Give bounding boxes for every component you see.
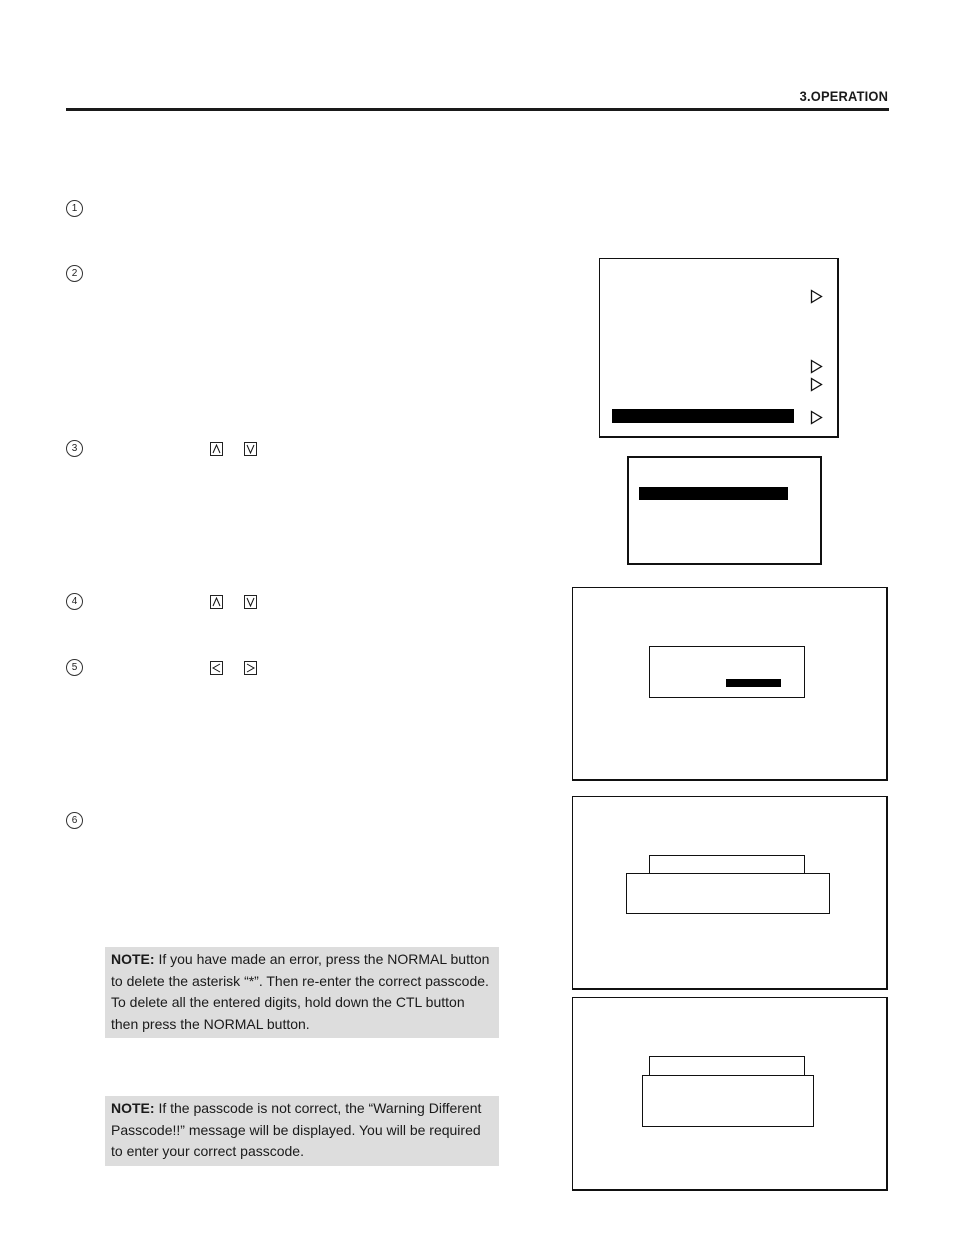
header-rule xyxy=(66,108,889,111)
triangle-right-icon xyxy=(810,410,823,425)
menu-screen xyxy=(599,258,839,438)
warning-message-box xyxy=(642,1075,814,1127)
submenu-highlight-bar[interactable] xyxy=(639,487,788,500)
right-key-icon xyxy=(244,661,257,675)
warning-screen xyxy=(572,997,888,1191)
confirm-screen xyxy=(572,796,888,990)
step-number-1: 1 xyxy=(66,200,83,217)
step-number-6: 6 xyxy=(66,812,83,829)
passcode-input-box[interactable] xyxy=(649,646,805,698)
down-key-icon xyxy=(244,442,257,456)
down-key-icon xyxy=(244,595,257,609)
step-number-2: 2 xyxy=(66,265,83,282)
triangle-right-icon xyxy=(810,359,823,374)
dialog-message-box xyxy=(626,873,830,914)
warning-title-box xyxy=(649,1056,805,1076)
up-key-icon xyxy=(210,595,223,609)
menu-highlight-bar[interactable] xyxy=(612,409,794,423)
step-number-3: 3 xyxy=(66,440,83,457)
section-label: 3.OPERATION xyxy=(799,88,888,104)
note-label: NOTE: xyxy=(111,951,155,967)
note-box-wrong-passcode xyxy=(105,1096,499,1166)
step-number-5: 5 xyxy=(66,659,83,676)
note-label: NOTE: xyxy=(111,1100,155,1116)
dialog-title-box xyxy=(649,855,805,875)
note-text: If you have made an error, press the NORMAL button to delete the asterisk “*”. Then re-enter the correct passcode. To delete all the entered digits, hold down the CTL button then press the NORMAL button. xyxy=(111,951,490,1032)
triangle-right-icon xyxy=(810,377,823,392)
note-text: If the passcode is not correct, the “Warning Different Passcode!!” message will be displayed. You will be required to enter your correct passcode. xyxy=(111,1100,482,1159)
submenu-screen xyxy=(627,456,822,565)
step-number-4: 4 xyxy=(66,593,83,610)
passcode-cursor xyxy=(726,679,781,687)
up-key-icon xyxy=(210,442,223,456)
passcode-entry-screen xyxy=(572,587,888,781)
left-key-icon xyxy=(210,661,223,675)
triangle-right-icon xyxy=(810,289,823,304)
note-box-error xyxy=(105,947,499,1038)
